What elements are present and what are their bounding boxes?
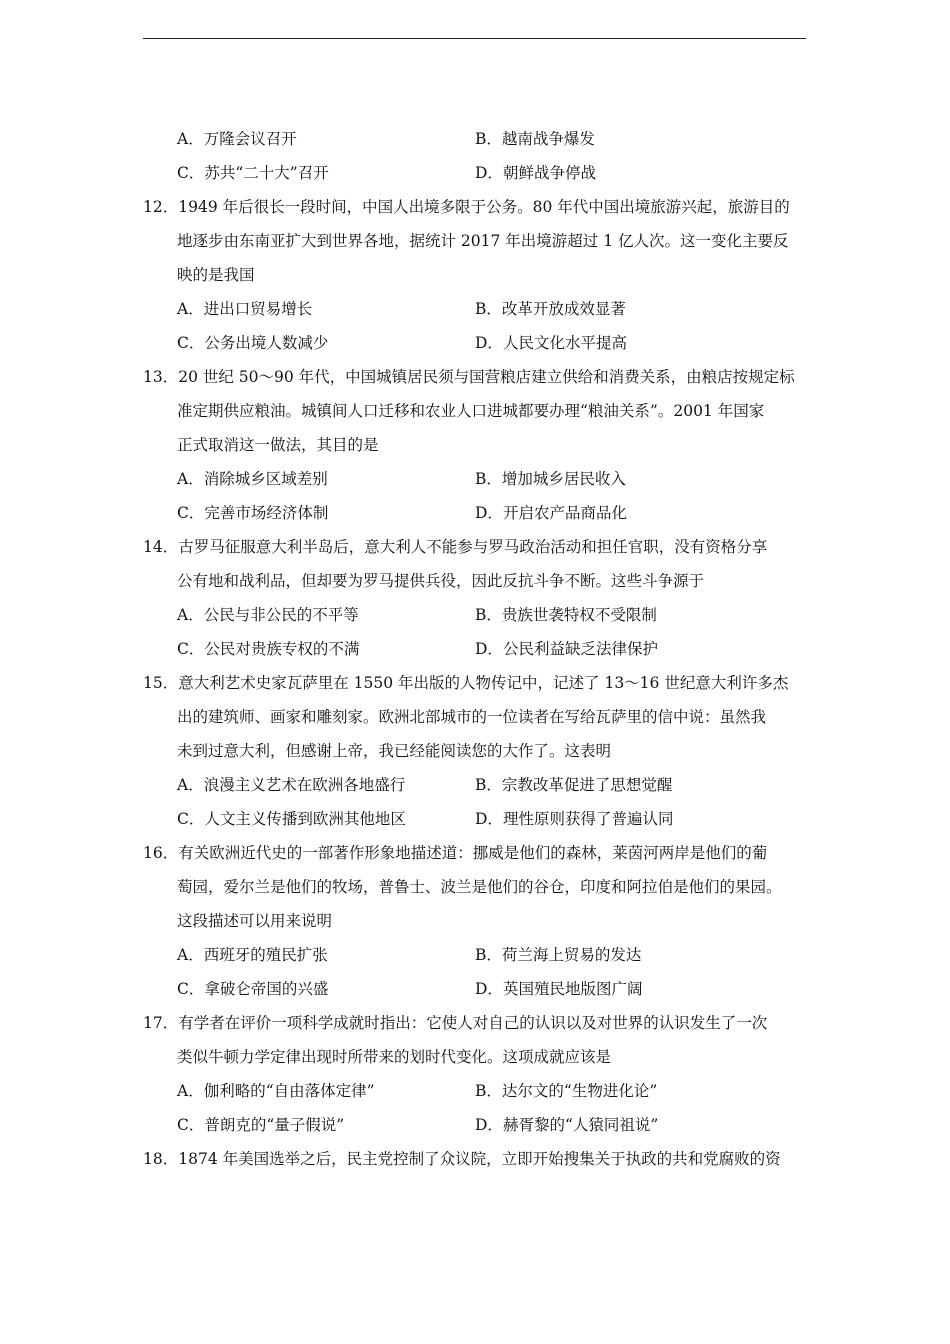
option-row bbox=[143, 1108, 813, 1142]
question-17 bbox=[143, 1006, 813, 1142]
option-c: C．公民对贵族专权的不满 bbox=[177, 640, 360, 658]
option-a: A．万隆会议召开 bbox=[177, 130, 297, 148]
option-a: A．西班牙的殖民扩张 bbox=[177, 946, 328, 964]
question-stem: 18．1874 年美国选举之后，民主党控制了众议院，立即开始搜集关于执政的共和党腐败的资 bbox=[143, 1142, 813, 1176]
question-stem: 14．古罗马征服意大利半岛后，意大利人不能参与罗马政治活动和担任官职，没有资格分享 bbox=[143, 530, 813, 564]
option-row bbox=[143, 972, 813, 1006]
option-a: A．浪漫主义艺术在欧洲各地盛行 bbox=[177, 776, 406, 794]
option-c: C．人文主义传播到欧洲其他地区 bbox=[177, 810, 406, 828]
question-stem: 地逐步由东南亚扩大到世界各地，据统计 2017 年出境游超过 1 亿人次。这一变化主要反 bbox=[177, 232, 789, 250]
option-row bbox=[143, 802, 813, 836]
option-d: D．人民文化水平提高 bbox=[475, 334, 627, 352]
option-row bbox=[143, 156, 813, 190]
option-c: C．拿破仑帝国的兴盛 bbox=[177, 980, 329, 998]
option-b: B．改革开放成效显著 bbox=[475, 300, 626, 318]
question-number: 14． bbox=[143, 538, 179, 556]
question-14 bbox=[143, 530, 813, 666]
option-a: A．公民与非公民的不平等 bbox=[177, 606, 359, 624]
question-list bbox=[143, 122, 813, 1176]
question-15 bbox=[143, 666, 813, 836]
option-d: D．理性原则获得了普遍认同 bbox=[475, 810, 674, 828]
option-a: A．伽利略的“自由落体定律” bbox=[177, 1082, 375, 1100]
question-stem: 映的是我国 bbox=[177, 266, 255, 284]
question-stem: 出的建筑师、画家和雕刻家。欧洲北部城市的一位读者在写给瓦萨里的信中说：虽然我 bbox=[177, 708, 767, 726]
option-d: D．朝鲜战争停战 bbox=[475, 164, 596, 182]
question-stem: 15．意大利艺术史家瓦萨里在 1550 年出版的人物传记中，记述了 13～16 世纪意大利许多杰 bbox=[143, 666, 813, 700]
option-d: D．开启农产品商品化 bbox=[475, 504, 627, 522]
question-number: 17． bbox=[143, 1014, 179, 1032]
question-12 bbox=[143, 190, 813, 360]
option-c: C．普朗克的“量子假说” bbox=[177, 1116, 345, 1134]
option-c: C．公务出境人数减少 bbox=[177, 334, 329, 352]
option-d: D．公民利益缺乏法律保护 bbox=[475, 640, 658, 658]
question-13 bbox=[143, 360, 813, 530]
option-c: C．完善市场经济体制 bbox=[177, 504, 329, 522]
question-18 bbox=[143, 1142, 813, 1176]
question-number: 13． bbox=[143, 368, 179, 386]
question-stem: 这段描述可以用来说明 bbox=[177, 912, 333, 930]
option-row bbox=[143, 122, 813, 156]
option-row bbox=[143, 496, 813, 530]
question-stem: 公有地和战利品，但却要为罗马提供兵役，因此反抗斗争不断。这些斗争源于 bbox=[177, 572, 705, 590]
option-d: D．英国殖民地版图广阔 bbox=[475, 980, 643, 998]
question-stem: 萄园，爱尔兰是他们的牧场，普鲁士、波兰是他们的谷仓，印度和阿拉伯是他们的果园。 bbox=[177, 878, 782, 896]
header-rule bbox=[143, 38, 806, 39]
option-a: A．消除城乡区域差别 bbox=[177, 470, 328, 488]
option-b: B．增加城乡居民收入 bbox=[475, 470, 626, 488]
question-stem: 12．1949 年后很长一段时间，中国人出境多限于公务。80 年代中国出境旅游兴起，旅游目的 bbox=[143, 190, 813, 224]
option-row bbox=[143, 938, 813, 972]
option-row bbox=[143, 326, 813, 360]
question-number: 12． bbox=[143, 198, 179, 216]
question-16 bbox=[143, 836, 813, 1006]
option-b: B．宗教改革促进了思想觉醒 bbox=[475, 776, 673, 794]
option-row bbox=[143, 598, 813, 632]
question-stem: 17．有学者在评价一项科学成就时指出：它使人对自己的认识以及对世界的认识发生了一次 bbox=[143, 1006, 813, 1040]
question-stem: 类似牛顿力学定律出现时所带来的划时代变化。这项成就应该是 bbox=[177, 1048, 612, 1066]
option-row bbox=[143, 292, 813, 326]
option-row bbox=[143, 768, 813, 802]
option-row bbox=[143, 462, 813, 496]
option-b: B．荷兰海上贸易的发达 bbox=[475, 946, 642, 964]
question-stem: 16．有关欧洲近代史的一部著作形象地描述道：挪威是他们的森林，莱茵河两岸是他们的葡 bbox=[143, 836, 813, 870]
option-b: B．达尔文的“生物进化论” bbox=[475, 1082, 658, 1100]
option-d: D．赫胥黎的“人猿同祖说” bbox=[475, 1116, 659, 1134]
option-b: B．贵族世袭特权不受限制 bbox=[475, 606, 657, 624]
question-stem: 正式取消这一做法，其目的是 bbox=[177, 436, 379, 454]
question-number: 18． bbox=[143, 1150, 179, 1168]
option-b: B．越南战争爆发 bbox=[475, 130, 595, 148]
option-row bbox=[143, 1074, 813, 1108]
option-row bbox=[143, 632, 813, 666]
option-a: A．进出口贸易增长 bbox=[177, 300, 313, 318]
question-stem: 13．20 世纪 50～90 年代，中国城镇居民须与国营粮店建立供给和消费关系，由粮店按规定标 bbox=[143, 360, 813, 394]
question-stem: 未到过意大利，但感谢上帝，我已经能阅读您的大作了。这表明 bbox=[177, 742, 612, 760]
question-stem: 准定期供应粮油。城镇间人口迁移和农业人口进城都要办理“粮油关系”。2001 年国家 bbox=[177, 402, 765, 420]
question-number: 16． bbox=[143, 844, 179, 862]
question-number: 15． bbox=[143, 674, 179, 692]
option-c: C．苏共“二十大”召开 bbox=[177, 164, 329, 182]
question-11 bbox=[143, 122, 813, 190]
